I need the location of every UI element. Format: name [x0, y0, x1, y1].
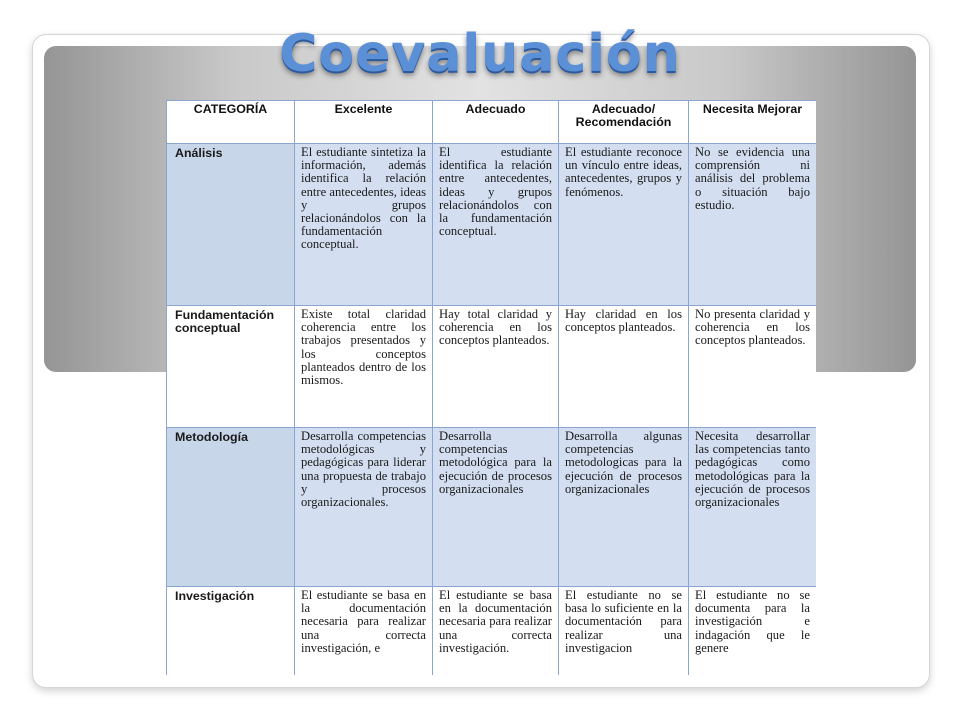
rubric-cell: No presenta claridad y coherencia en los conceptos planteados.	[689, 306, 817, 428]
table-row-analisis	[167, 144, 817, 306]
rubric-cell: Desarrolla algunas competencias metodologicas para la ejecución de procesos organizacionales	[559, 428, 689, 587]
rubric-cell: El estudiante reconoce un vínculo entre ideas, antecedentes, grupos y fenómenos.	[559, 144, 689, 306]
rubric-cell: Existe total claridad coherencia entre los trabajos presentados y los conceptos planteados dentro de los mismos.	[295, 306, 433, 428]
header-adecuado: Adecuado	[433, 101, 559, 144]
rubric-cell: Necesita desarrollar las competencias tanto pedagógicas como metodológicas para la ejecución de procesos organizacionales	[689, 428, 817, 587]
table-row-investigacion	[167, 587, 817, 676]
rubric-cell: El estudiante se basa en la documentación necesaria para realizar una correcta investigación.	[433, 587, 559, 676]
table-row-metodologia	[167, 428, 817, 587]
rubric-cell: El estudiante sintetiza la información, además identifica la relación entre antecedentes, ideas y grupos relacionándolos con la fundamentación conceptual.	[295, 144, 433, 306]
category-cell: Investigación	[167, 587, 295, 676]
table-header-row	[167, 101, 817, 144]
rubric-cell: El estudiante no se documenta para la investigación e indagación que le genere	[689, 587, 817, 676]
rubric-cell: Desarrolla competencias metodológicas y pedagógicas para liderar una propuesta de trabajo y procesos organizacionales.	[295, 428, 433, 587]
category-cell: Análisis	[167, 144, 295, 306]
rubric-table-container	[166, 100, 816, 675]
rubric-cell: No se evidencia una comprensión ni análisis del problema o situación bajo estudio.	[689, 144, 817, 306]
table-row-fundamentacion	[167, 306, 817, 428]
rubric-cell: El estudiante identifica la relación entre antecedentes, ideas y grupos relacionándolos con la fundamentación conceptual.	[433, 144, 559, 306]
header-excelente: Excelente	[295, 101, 433, 144]
category-cell: Metodología	[167, 428, 295, 587]
header-necesita-mejorar: Necesita Mejorar	[689, 101, 817, 144]
header-categoria: CATEGORÍA	[167, 101, 295, 144]
rubric-cell: Hay total claridad y coherencia en los conceptos planteados.	[433, 306, 559, 428]
rubric-cell: El estudiante no se basa lo suficiente en la documentación para realizar una investigacion	[559, 587, 689, 676]
slide-title: Coevaluación	[279, 24, 681, 84]
rubric-table	[166, 100, 816, 675]
category-cell: Fundamentación conceptual	[167, 306, 295, 428]
rubric-cell: Desarrolla competencias metodológica para la ejecución de procesos organizacionales	[433, 428, 559, 587]
rubric-cell: El estudiante se basa en la documentación necesaria para realizar una correcta investigación, e	[295, 587, 433, 676]
rubric-cell: Hay claridad en los conceptos planteados.	[559, 306, 689, 428]
header-adecuado-recomendacion: Adecuado/ Recomendación	[559, 101, 689, 144]
